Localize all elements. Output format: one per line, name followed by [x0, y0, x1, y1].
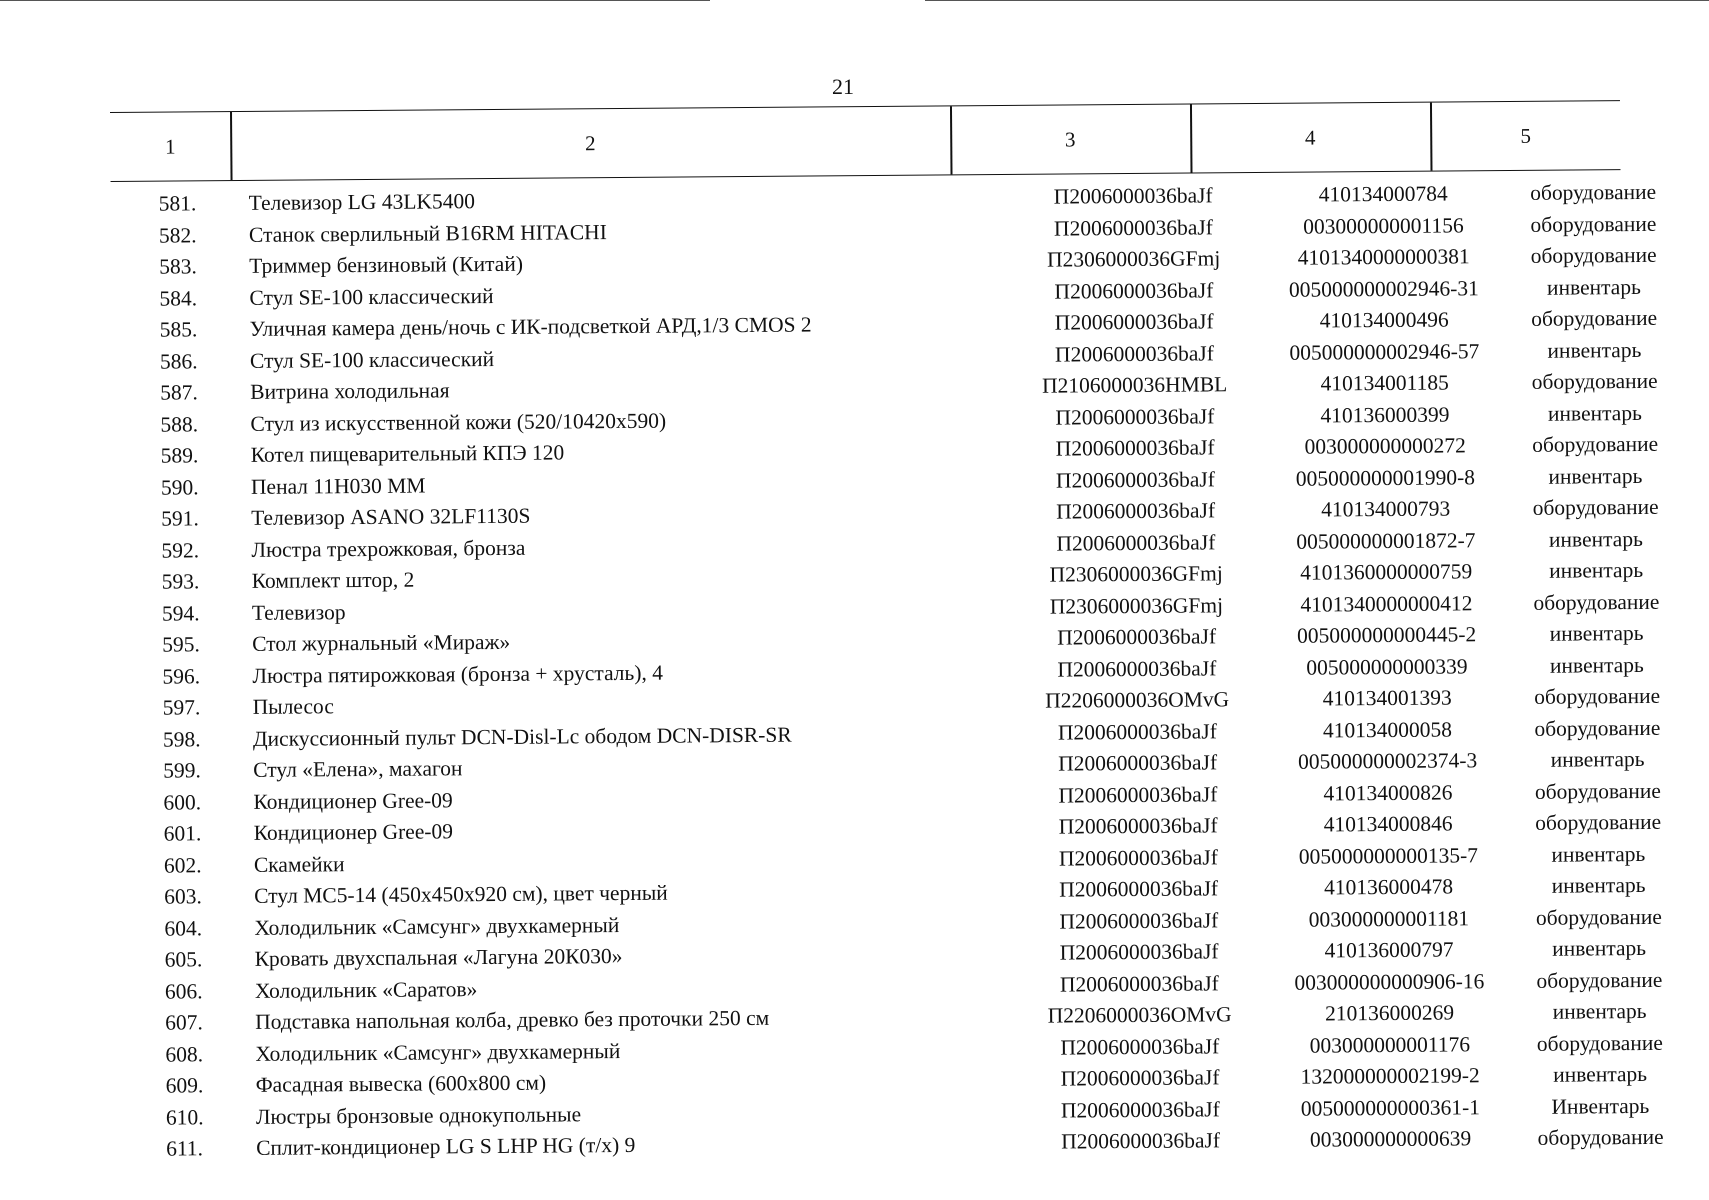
table-body — [111, 178, 1664, 1166]
item-name: Телевизор LG 43LK5400 — [248, 189, 476, 215]
item-category: оборудование — [1535, 809, 1662, 835]
item-category: инвентарь — [1547, 337, 1642, 363]
row-number: 596. — [162, 663, 201, 689]
item-category: оборудование — [1534, 715, 1661, 741]
row-number: 582. — [158, 222, 197, 248]
inventory-id: П2006000036baJf — [1059, 939, 1219, 965]
item-code: 410134001393 — [1322, 685, 1452, 711]
row-number: 603. — [164, 884, 202, 909]
item-code: 4101360000000759 — [1300, 559, 1473, 585]
item-category: оборудование — [1534, 683, 1661, 709]
item-name: Витрина холодильная — [250, 378, 450, 404]
row-number: 590. — [160, 474, 199, 500]
item-category: инвентарь — [1549, 557, 1644, 583]
item-code: 005000000002374-3 — [1297, 748, 1478, 774]
item-name: Холодильник «Самсунг» двухкамерный — [254, 912, 620, 940]
inventory-id: П2006000036baJf — [1060, 1033, 1220, 1060]
inventory-table — [110, 100, 1664, 1166]
row-number: 581. — [158, 191, 197, 216]
item-code: 005000000001872-7 — [1296, 527, 1476, 554]
item-name: Холодильник «Саратов» — [254, 976, 478, 1003]
item-code: 410134000826 — [1323, 779, 1453, 805]
item-category: инвентарь — [1552, 998, 1647, 1024]
inventory-id: П2306000036GFmj — [1049, 592, 1224, 619]
item-name: Дискуссионный пульт DCN-Disl-Lc ободом DCN-DISR-SR — [252, 722, 792, 751]
row-number: 583. — [159, 254, 197, 279]
item-code: 005000000000361-1 — [1300, 1094, 1481, 1121]
item-category: оборудование — [1530, 211, 1657, 237]
scan-top-border — [0, 0, 710, 1]
row-number: 594. — [161, 600, 200, 626]
item-name: Холодильник «Самсунг» двухкамерный — [255, 1038, 621, 1066]
item-name: Люстра пятирожковая (бронза + хрусталь), 4 — [252, 660, 664, 688]
item-name: Стул «Елена», махагон — [253, 756, 463, 782]
scan-top-border-right — [925, 0, 1709, 1]
item-name: Котел пищеварительный КПЭ 120 — [250, 440, 565, 467]
item-name: Кондиционер Gree-09 — [253, 787, 453, 814]
item-name: Люстра трехрожковая, бронза — [251, 535, 526, 562]
inventory-id: П2006000036baJf — [1058, 844, 1218, 871]
item-category: оборудование — [1532, 494, 1659, 520]
header-col-4: 4 — [1304, 125, 1316, 150]
item-code: 005000000000445-2 — [1296, 622, 1477, 648]
item-name: Скамейки — [253, 851, 345, 877]
item-code: 410134000793 — [1321, 496, 1451, 522]
row-number: 593. — [161, 569, 200, 594]
row-number: 591. — [161, 506, 199, 531]
header-col-3: 3 — [1064, 126, 1076, 152]
item-category: инвентарь — [1548, 463, 1643, 489]
item-name: Сплит-кондиционер LG S LHP HG (т/х) 9 — [256, 1132, 636, 1160]
row-number: 589. — [160, 443, 199, 468]
inventory-id: П2306000036GFmj — [1046, 246, 1221, 272]
item-code: 003000000001181 — [1308, 905, 1470, 932]
inventory-id: П2006000036baJf — [1055, 435, 1215, 461]
item-name: Фасадная вывеска (600х800 см) — [255, 1070, 547, 1097]
inventory-id: П2006000036baJf — [1057, 718, 1217, 745]
row-number: 611. — [166, 1136, 204, 1161]
item-name: Люстры бронзовые однокупольные — [255, 1101, 582, 1129]
inventory-id: П2006000036baJf — [1054, 309, 1214, 335]
row-number: 604. — [164, 915, 203, 941]
item-code: 410134001185 — [1320, 370, 1449, 396]
inventory-id: П2206000036OMvG — [1047, 1002, 1232, 1028]
table-header — [110, 100, 1621, 182]
item-category: оборудование — [1531, 368, 1658, 394]
item-category: оборудование — [1530, 242, 1657, 268]
inventory-id: П2006000036baJf — [1057, 624, 1217, 650]
item-name: Стул МС5-14 (450х450х920 см), цвет черный — [254, 880, 668, 908]
item-category: Инвентарь — [1551, 1093, 1650, 1119]
item-name: Кондиционер Gree-09 — [253, 819, 454, 845]
item-name: Уличная камера день/ночь с ИК-подсветкой АРД,1/3 CMOS 2 — [249, 312, 812, 341]
inventory-id: П2006000036baJf — [1054, 277, 1214, 304]
item-category: инвентарь — [1553, 1061, 1648, 1087]
item-code: 003000000000272 — [1304, 433, 1466, 459]
item-code: 005000000001990-8 — [1295, 464, 1476, 491]
item-category: инвентарь — [1549, 620, 1644, 646]
page-number: 21 — [832, 74, 854, 99]
item-name: Телевизор ASANO 32LF1130S — [251, 503, 531, 530]
row-number: 605. — [164, 947, 203, 972]
item-category: оборудование — [1533, 589, 1660, 615]
inventory-id: П2006000036baJf — [1059, 876, 1219, 902]
row-number: 602. — [163, 852, 202, 878]
item-category: оборудование — [1531, 305, 1658, 331]
item-code: 005000000000135-7 — [1298, 842, 1479, 869]
header-col-1: 1 — [164, 133, 176, 159]
item-category: инвентарь — [1551, 841, 1646, 867]
row-number: 597. — [162, 695, 201, 720]
row-number: 585. — [159, 317, 198, 342]
row-number: 598. — [162, 726, 201, 752]
inventory-id: П2206000036OMvG — [1045, 687, 1230, 713]
inventory-id: П2006000036baJf — [1059, 970, 1219, 997]
item-category: инвентарь — [1551, 872, 1646, 898]
inventory-id: П2006000036baJf — [1055, 403, 1215, 430]
inventory-id: П2306000036GFmj — [1049, 561, 1223, 587]
item-category: оборудование — [1536, 967, 1663, 993]
inventory-id: П2006000036baJf — [1054, 340, 1214, 367]
row-number: 607. — [165, 1010, 203, 1035]
item-category: оборудование — [1530, 179, 1657, 205]
item-code: 003000000001176 — [1309, 1031, 1471, 1058]
row-number: 609. — [165, 1073, 204, 1098]
item-name: Подставка напольная колба, древко без проточки 250 см — [255, 1005, 770, 1034]
item-category: инвентарь — [1546, 274, 1641, 300]
inventory-id: П2006000036baJf — [1056, 529, 1216, 556]
item-code: 132000000002199-2 — [1300, 1063, 1480, 1089]
item-code: 003000000001156 — [1303, 212, 1464, 239]
item-code: 410134000058 — [1322, 716, 1452, 742]
inventory-id: П2006000036baJf — [1061, 1128, 1221, 1154]
item-category: оборудование — [1532, 431, 1659, 457]
item-category: инвентарь — [1548, 526, 1643, 552]
item-category: инвентарь — [1549, 652, 1644, 678]
item-category: оборудование — [1537, 1124, 1664, 1150]
item-code: 003000000000906-16 — [1294, 968, 1485, 995]
inventory-id: П2006000036baJf — [1056, 498, 1216, 524]
item-code: 410136000478 — [1324, 874, 1454, 900]
row-number: 608. — [165, 1041, 204, 1067]
row-number: 587. — [160, 380, 198, 405]
row-number: 606. — [164, 978, 203, 1004]
inventory-id: П2106000036HMBL — [1042, 372, 1228, 398]
item-code: 410136000797 — [1324, 937, 1454, 963]
item-category: инвентарь — [1552, 935, 1647, 961]
item-name: Стол журнальный «Мираж» — [252, 629, 511, 656]
item-category: инвентарь — [1550, 746, 1645, 772]
row-number: 610. — [165, 1104, 204, 1130]
item-name: Пенал 11Н030 ММ — [250, 473, 426, 499]
item-code: 005000000002946-31 — [1288, 275, 1479, 302]
inventory-id: П2006000036baJf — [1058, 813, 1218, 839]
item-code: 4101340000000412 — [1300, 590, 1473, 617]
item-name: Станок сверлильный B16RM HITACHI — [248, 219, 607, 247]
item-name: Стул SE-100 классический — [249, 346, 495, 373]
inventory-id: П2006000036baJf — [1053, 183, 1213, 209]
inventory-id: П2006000036baJf — [1057, 655, 1217, 682]
item-code: 003000000000639 — [1309, 1126, 1472, 1152]
item-name: Стул из искусственной кожи (520/10420х590) — [250, 408, 667, 436]
item-code: 410136000399 — [1320, 401, 1450, 428]
row-number: 592. — [161, 537, 200, 563]
item-code: 005000000002946-57 — [1289, 338, 1480, 365]
item-category: оборудование — [1536, 1030, 1663, 1056]
inventory-id: П2006000036baJf — [1058, 750, 1218, 776]
item-code: 210136000269 — [1325, 1000, 1455, 1026]
inventory-id: П2006000036baJf — [1059, 907, 1219, 934]
header-col-2: 2 — [584, 130, 596, 155]
inventory-id: П2006000036baJf — [1060, 1096, 1220, 1123]
row-number: 600. — [163, 789, 202, 815]
item-code: 005000000000339 — [1306, 653, 1468, 680]
row-number: 599. — [163, 758, 201, 783]
item-category: инвентарь — [1547, 400, 1642, 426]
item-name: Телевизор — [251, 599, 346, 625]
item-name: Комплект штор, 2 — [251, 567, 415, 593]
row-number: 586. — [159, 348, 198, 374]
row-number: 588. — [160, 411, 199, 437]
item-category: оборудование — [1535, 904, 1662, 930]
item-code: 4101340000000381 — [1297, 244, 1470, 270]
item-name: Триммер бензиновый (Китай) — [249, 251, 524, 278]
item-name: Кровать двухспальная «Лагуна 20К030» — [254, 944, 623, 971]
item-name: Пылесос — [252, 694, 334, 719]
item-name: Стул SE-100 классический — [249, 283, 494, 310]
item-code: 410134000784 — [1318, 181, 1448, 207]
item-code: 410134000496 — [1319, 307, 1449, 333]
row-number: 601. — [163, 821, 202, 846]
row-number: 595. — [162, 632, 200, 657]
inventory-id: П2006000036baJf — [1058, 781, 1218, 808]
item-category: оборудование — [1534, 778, 1661, 804]
inventory-id: П2006000036baJf — [1053, 214, 1213, 241]
row-number: 584. — [159, 285, 198, 311]
inventory-id: П2006000036baJf — [1055, 466, 1215, 493]
header-col-5: 5 — [1520, 123, 1532, 148]
item-code: 410134000846 — [1323, 811, 1453, 837]
inventory-id: П2006000036baJf — [1060, 1065, 1220, 1091]
